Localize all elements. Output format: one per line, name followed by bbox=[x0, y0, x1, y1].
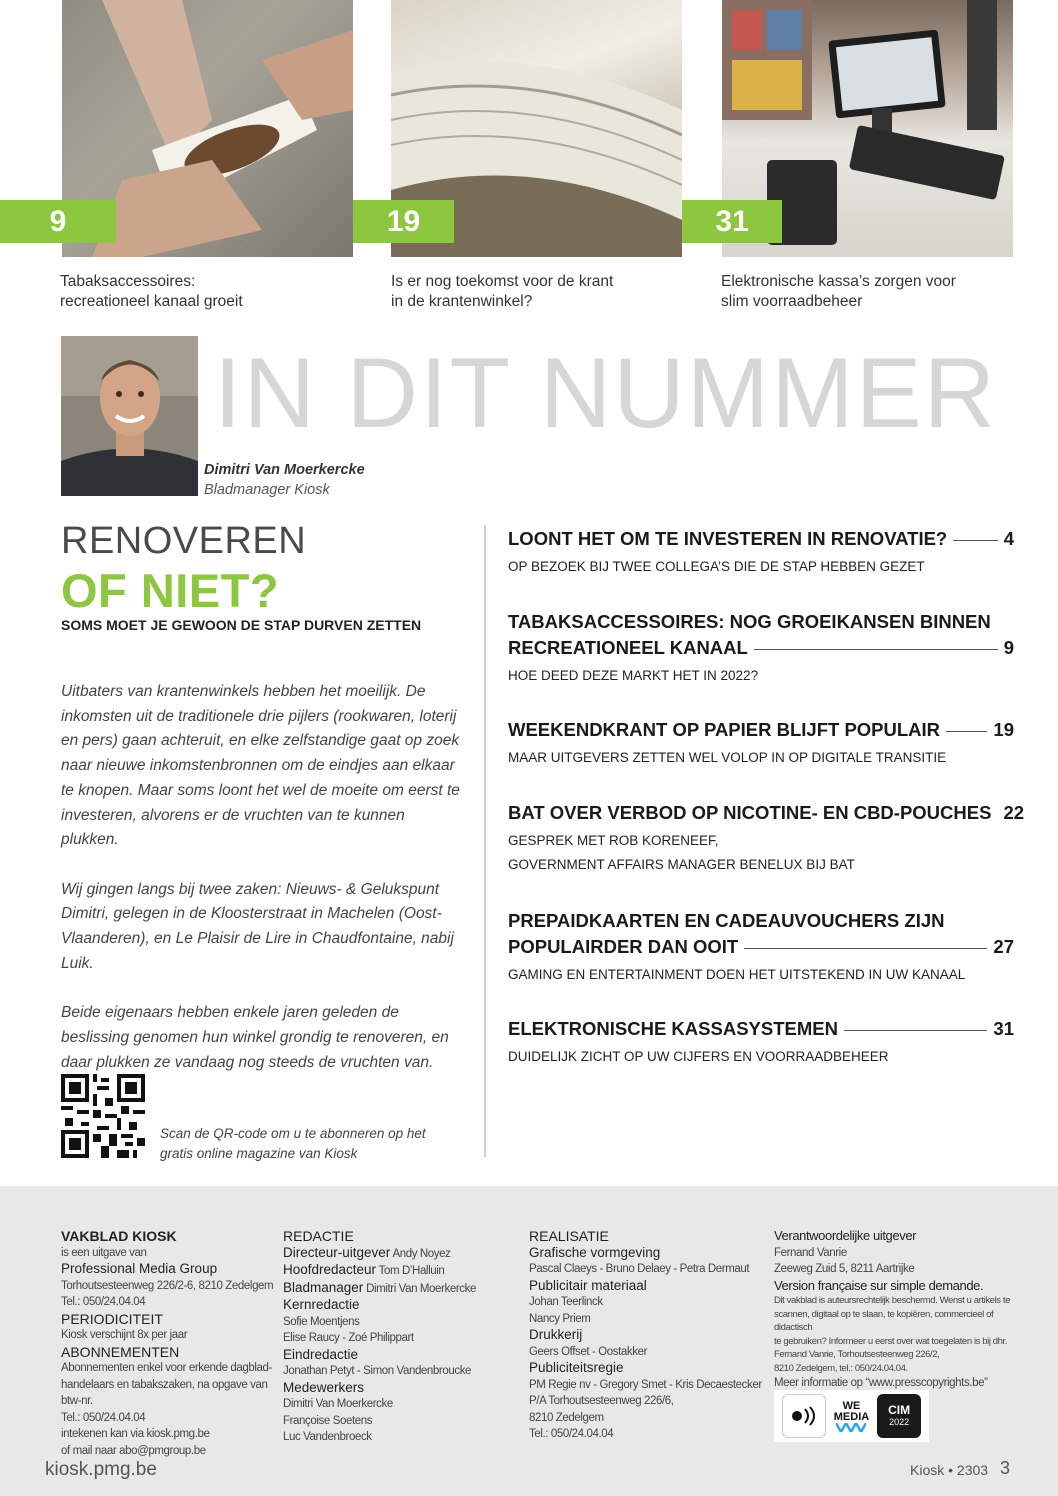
colophon-text: Dimitri Van Moerkercke bbox=[366, 1282, 476, 1295]
colophon-text: Version française sur simple demande. bbox=[774, 1277, 984, 1293]
toc-leader bbox=[744, 948, 987, 949]
colophon-role: Medewerkers bbox=[283, 1379, 365, 1395]
toc-title-row bbox=[508, 800, 1025, 826]
colophon-text: PM Regie nv - Gregory Smet - Kris Decaestecker bbox=[529, 1378, 762, 1391]
toc-title: WEEKENDKRANT OP PAPIER BLIJFT POPULAIR bbox=[508, 719, 941, 740]
toc-subtitle: GESPREK MET ROB KORENEEF, bbox=[508, 833, 719, 848]
feature-page-number: 19 bbox=[353, 200, 454, 243]
toc-title: LOONT HET OM TE INVESTEREN IN RENOVATIE? bbox=[508, 528, 948, 549]
toc-item[interactable] bbox=[508, 609, 1014, 688]
toc-title: PREPAIDKAARTEN EN CADEAUVOUCHERS ZIJN bbox=[508, 910, 945, 931]
colophon-heading: Verantwoordelijke uitgever bbox=[774, 1228, 917, 1243]
colophon-text: Elise Raucy - Zoé Philippart bbox=[283, 1332, 414, 1344]
colophon-link[interactable]: intekenen kan via kiosk.pmg.be bbox=[61, 1428, 210, 1440]
editorial-kicker: RENOVEREN bbox=[61, 520, 307, 562]
colophon-text: handelaars en tabakszaken, na opgave van btw-nr. bbox=[61, 1378, 268, 1407]
toc-title-row bbox=[508, 635, 1014, 661]
colophon-role: Drukkerij bbox=[529, 1327, 583, 1342]
colophon-role: Directeur-uitgever bbox=[283, 1244, 391, 1260]
toc-title: ELEKTRONISCHE KASSASYSTEMEN bbox=[508, 1018, 838, 1039]
qr-code[interactable] bbox=[61, 1074, 145, 1158]
colophon-text: Pascal Claeys - Bruno Delaey - Petra Dermaut bbox=[529, 1263, 750, 1275]
colophon-text: Geers Offset - Oostakker bbox=[529, 1345, 648, 1358]
colophon-text: Professional Media Group bbox=[61, 1261, 218, 1276]
toc-leader bbox=[946, 731, 987, 732]
toc-title-continued: RECREATIONEEL KANAAL bbox=[508, 637, 748, 658]
author-role: Bladmanager Kiosk bbox=[204, 482, 330, 498]
colophon-responsible-publisher bbox=[774, 1228, 1024, 1392]
colophon-text: Jonathan Petyt - Simon Vandenbroucke bbox=[283, 1365, 472, 1377]
toc-item[interactable] bbox=[508, 526, 1014, 579]
feature-caption: Elektronische kassa’s zorgen voor slim voorraadbeheer bbox=[721, 273, 956, 310]
toc-subtitle: DUIDELIJK ZICHT OP UW CIJFERS EN VOORRAADBEHEER bbox=[508, 1049, 889, 1064]
toc-page: 4 bbox=[1003, 528, 1014, 549]
editorial-paragraph: Wij gingen langs bij twee zaken: Nieuws- & Gelukspunt Dimitri, gelegen in de Kloosterstraat in Machelen (Oost-Vlaanderen), en Le Plaisir de Lire in Chaudfontaine, nabij Luik. bbox=[61, 880, 454, 972]
author-portrait bbox=[61, 336, 198, 496]
toc-title-continued: POPULAIRDER DAN OOIT bbox=[508, 936, 739, 957]
toc-page: 31 bbox=[993, 1018, 1014, 1039]
colophon-redaction bbox=[283, 1228, 523, 1446]
author-name: Dimitri Van Moerkercke bbox=[204, 462, 365, 478]
membership-logos bbox=[774, 1390, 929, 1442]
colophon-role: Publiciteitsregie bbox=[529, 1360, 624, 1375]
colophon-legal: Dit vakblad is auteursrechtelijk beschermd. Wenst u artikels te scannen, digitaal op te slaan, te kopiëren, commercieel of didactisch te gebruiken? Informeer u eerst over wat toegelaten is bij dhr. Fernand Vanrie, Torhoutsesteenweg 226/2, 8210 Zedelgem, tel.: 050/24.04.04. bbox=[774, 1295, 1010, 1374]
feature-caption: Tabaksaccessoires: recreationeel kanaal groeit bbox=[60, 273, 243, 310]
colophon-text: Tel.: 050/24.04.04 bbox=[529, 1428, 614, 1440]
toc-subtitle: HOE DEED DEZE MARKT HET IN 2022? bbox=[508, 668, 759, 683]
colophon-role: Hoofdredacteur bbox=[283, 1262, 377, 1277]
sound-wave-logo-icon bbox=[782, 1394, 826, 1438]
editorial-subtitle: SOMS MOET JE GEWOON DE STAP DURVEN ZETTEN bbox=[61, 617, 422, 633]
editorial-paragraph: Beide eigenaars hebben enkele jaren geleden de beslissing genomen hun winkel grondig te renoveren, en daar plukken ze vandaag nog steeds de vruchten van. bbox=[61, 1004, 449, 1071]
toc-item[interactable] bbox=[508, 1016, 1014, 1069]
colophon-text: Tel.: 050/24.04.04 bbox=[61, 1296, 146, 1308]
toc-title: BAT OVER VERBOD OP NICOTINE- EN CBD-POUCHES bbox=[508, 802, 992, 823]
toc-page: 22 bbox=[1003, 802, 1025, 823]
colophon-link[interactable]: Meer informatie op “www.presscopyrights.be” bbox=[774, 1377, 988, 1389]
colophon-role: Publicitair materiaal bbox=[529, 1277, 647, 1293]
toc-title: TABAKSACCESSOIRES: NOG GROEIKANSEN BINNEN bbox=[508, 611, 991, 632]
colophon-text: Luc Vandenbroeck bbox=[283, 1431, 372, 1443]
editorial-body bbox=[61, 680, 466, 1100]
colophon-role: Bladmanager bbox=[283, 1279, 364, 1295]
column-divider bbox=[484, 525, 486, 1157]
colophon-text: Sofie Moentjens bbox=[283, 1315, 360, 1328]
editorial-title: OF NIET? bbox=[61, 564, 280, 617]
colophon-heading: VAKBLAD KIOSK bbox=[61, 1228, 177, 1244]
colophon-role: Eindredactie bbox=[283, 1346, 359, 1362]
toc-leader bbox=[844, 1030, 987, 1031]
colophon-text: is een uitgave van bbox=[61, 1246, 147, 1259]
toc-subtitle: GAMING EN ENTERTAINMENT DOEN HET UITSTEKEND IN UW KANAAL bbox=[508, 967, 966, 982]
toc-item[interactable] bbox=[508, 717, 1014, 770]
colophon-realisation bbox=[529, 1228, 769, 1443]
colophon-text: Françoise Soetens bbox=[283, 1414, 373, 1427]
colophon-link[interactable]: of mail naar abo@pmgroup.be bbox=[61, 1444, 206, 1457]
colophon-text: Kiosk verschijnt 8x per jaar bbox=[61, 1329, 188, 1341]
toc-subtitle: OP BEZOEK BIJ TWEE COLLEGA’S DIE DE STAP HEBBEN GEZET bbox=[508, 559, 925, 574]
feature-caption: Is er nog toekomst voor de krant in de krantenwinkel? bbox=[391, 273, 614, 310]
toc-leader bbox=[953, 540, 997, 541]
cim-logo: CIM 2022 bbox=[877, 1394, 921, 1438]
editorial-paragraph: Uitbaters van krantenwinkels hebben het moeilijk. De inkomsten uit de traditionele drie pijlers (rookwaren, loterij en pers) gaan achteruit, en elke zelfstandige gaat op zoek naar nieuwe inkomstenbronnen om de eindjes aan elkaar te knopen. Maar soms loont het wel de moeite om eerst te investeren, alvorens er de vruchten van te kunnen plukken. bbox=[61, 683, 460, 849]
toc-subtitle: MAAR UITGEVERS ZETTEN WEL VOLOP IN OP DIGITALE TRANSITIE bbox=[508, 750, 947, 765]
feature-page-number: 31 bbox=[682, 200, 782, 243]
colophon-text: Zeeweg Zuid 5, 8211 Aartrijke bbox=[774, 1263, 915, 1275]
colophon-text: Fernand Vanrie bbox=[774, 1246, 847, 1259]
colophon-text: Torhoutsesteenweg 226/2-6, 8210 Zedelgem bbox=[61, 1279, 274, 1292]
toc-subtitle: GOVERNMENT AFFAIRS MANAGER BENELUX BIJ BAT bbox=[508, 857, 855, 872]
colophon-role: Grafische vormgeving bbox=[529, 1244, 661, 1260]
colophon-text: Dimitri Van Moerkercke bbox=[283, 1398, 393, 1410]
colophon-heading: REDACTIE bbox=[283, 1228, 354, 1244]
toc-item[interactable] bbox=[508, 908, 1014, 987]
toc-page: 27 bbox=[993, 936, 1014, 957]
colophon-text: Tel.: 050/24.04.04 bbox=[61, 1411, 146, 1424]
colophon-text: 8210 Zedelgem bbox=[529, 1411, 604, 1424]
page-title: IN DIT NUMMER bbox=[214, 337, 998, 448]
toc-item[interactable] bbox=[508, 800, 1025, 877]
feature-page-number: 9 bbox=[0, 200, 116, 243]
footer-website-link[interactable]: kiosk.pmg.be bbox=[45, 1459, 157, 1480]
toc-title-row bbox=[508, 526, 1014, 552]
footer-page-number: 3 bbox=[1000, 1458, 1011, 1478]
colophon-text: P/A Torhoutsesteenweg 226/6, bbox=[529, 1395, 674, 1407]
colophon-publisher bbox=[61, 1228, 281, 1459]
toc-title-row bbox=[508, 1016, 1014, 1042]
we-media-logo: WE MEDIA bbox=[829, 1394, 873, 1438]
colophon-heading: REALISATIE bbox=[529, 1228, 609, 1244]
colophon-text: Andy Noyez bbox=[392, 1247, 451, 1260]
colophon-role: Kernredactie bbox=[283, 1297, 360, 1312]
toc-leader bbox=[754, 649, 998, 650]
toc-page: 19 bbox=[993, 719, 1014, 740]
toc-title-row bbox=[508, 717, 1014, 743]
footer-issue: Kiosk • 2303 bbox=[910, 1462, 989, 1478]
colophon-heading: PERIODICITEIT bbox=[61, 1310, 163, 1327]
qr-caption: Scan de QR-code om u te abonneren op het gratis online magazine van Kiosk bbox=[160, 1126, 426, 1161]
colophon-text: Abonnementen enkel voor erkende dagblad- bbox=[61, 1362, 272, 1374]
colophon-text: Johan Teerlinck bbox=[529, 1296, 603, 1308]
toc-title-row bbox=[508, 934, 1014, 960]
colophon-text: Tom D’Halluin bbox=[378, 1265, 445, 1277]
colophon-heading: ABONNEMENTEN bbox=[61, 1343, 180, 1360]
toc-page: 9 bbox=[1003, 637, 1014, 658]
colophon-text: Nancy Priem bbox=[529, 1312, 591, 1325]
